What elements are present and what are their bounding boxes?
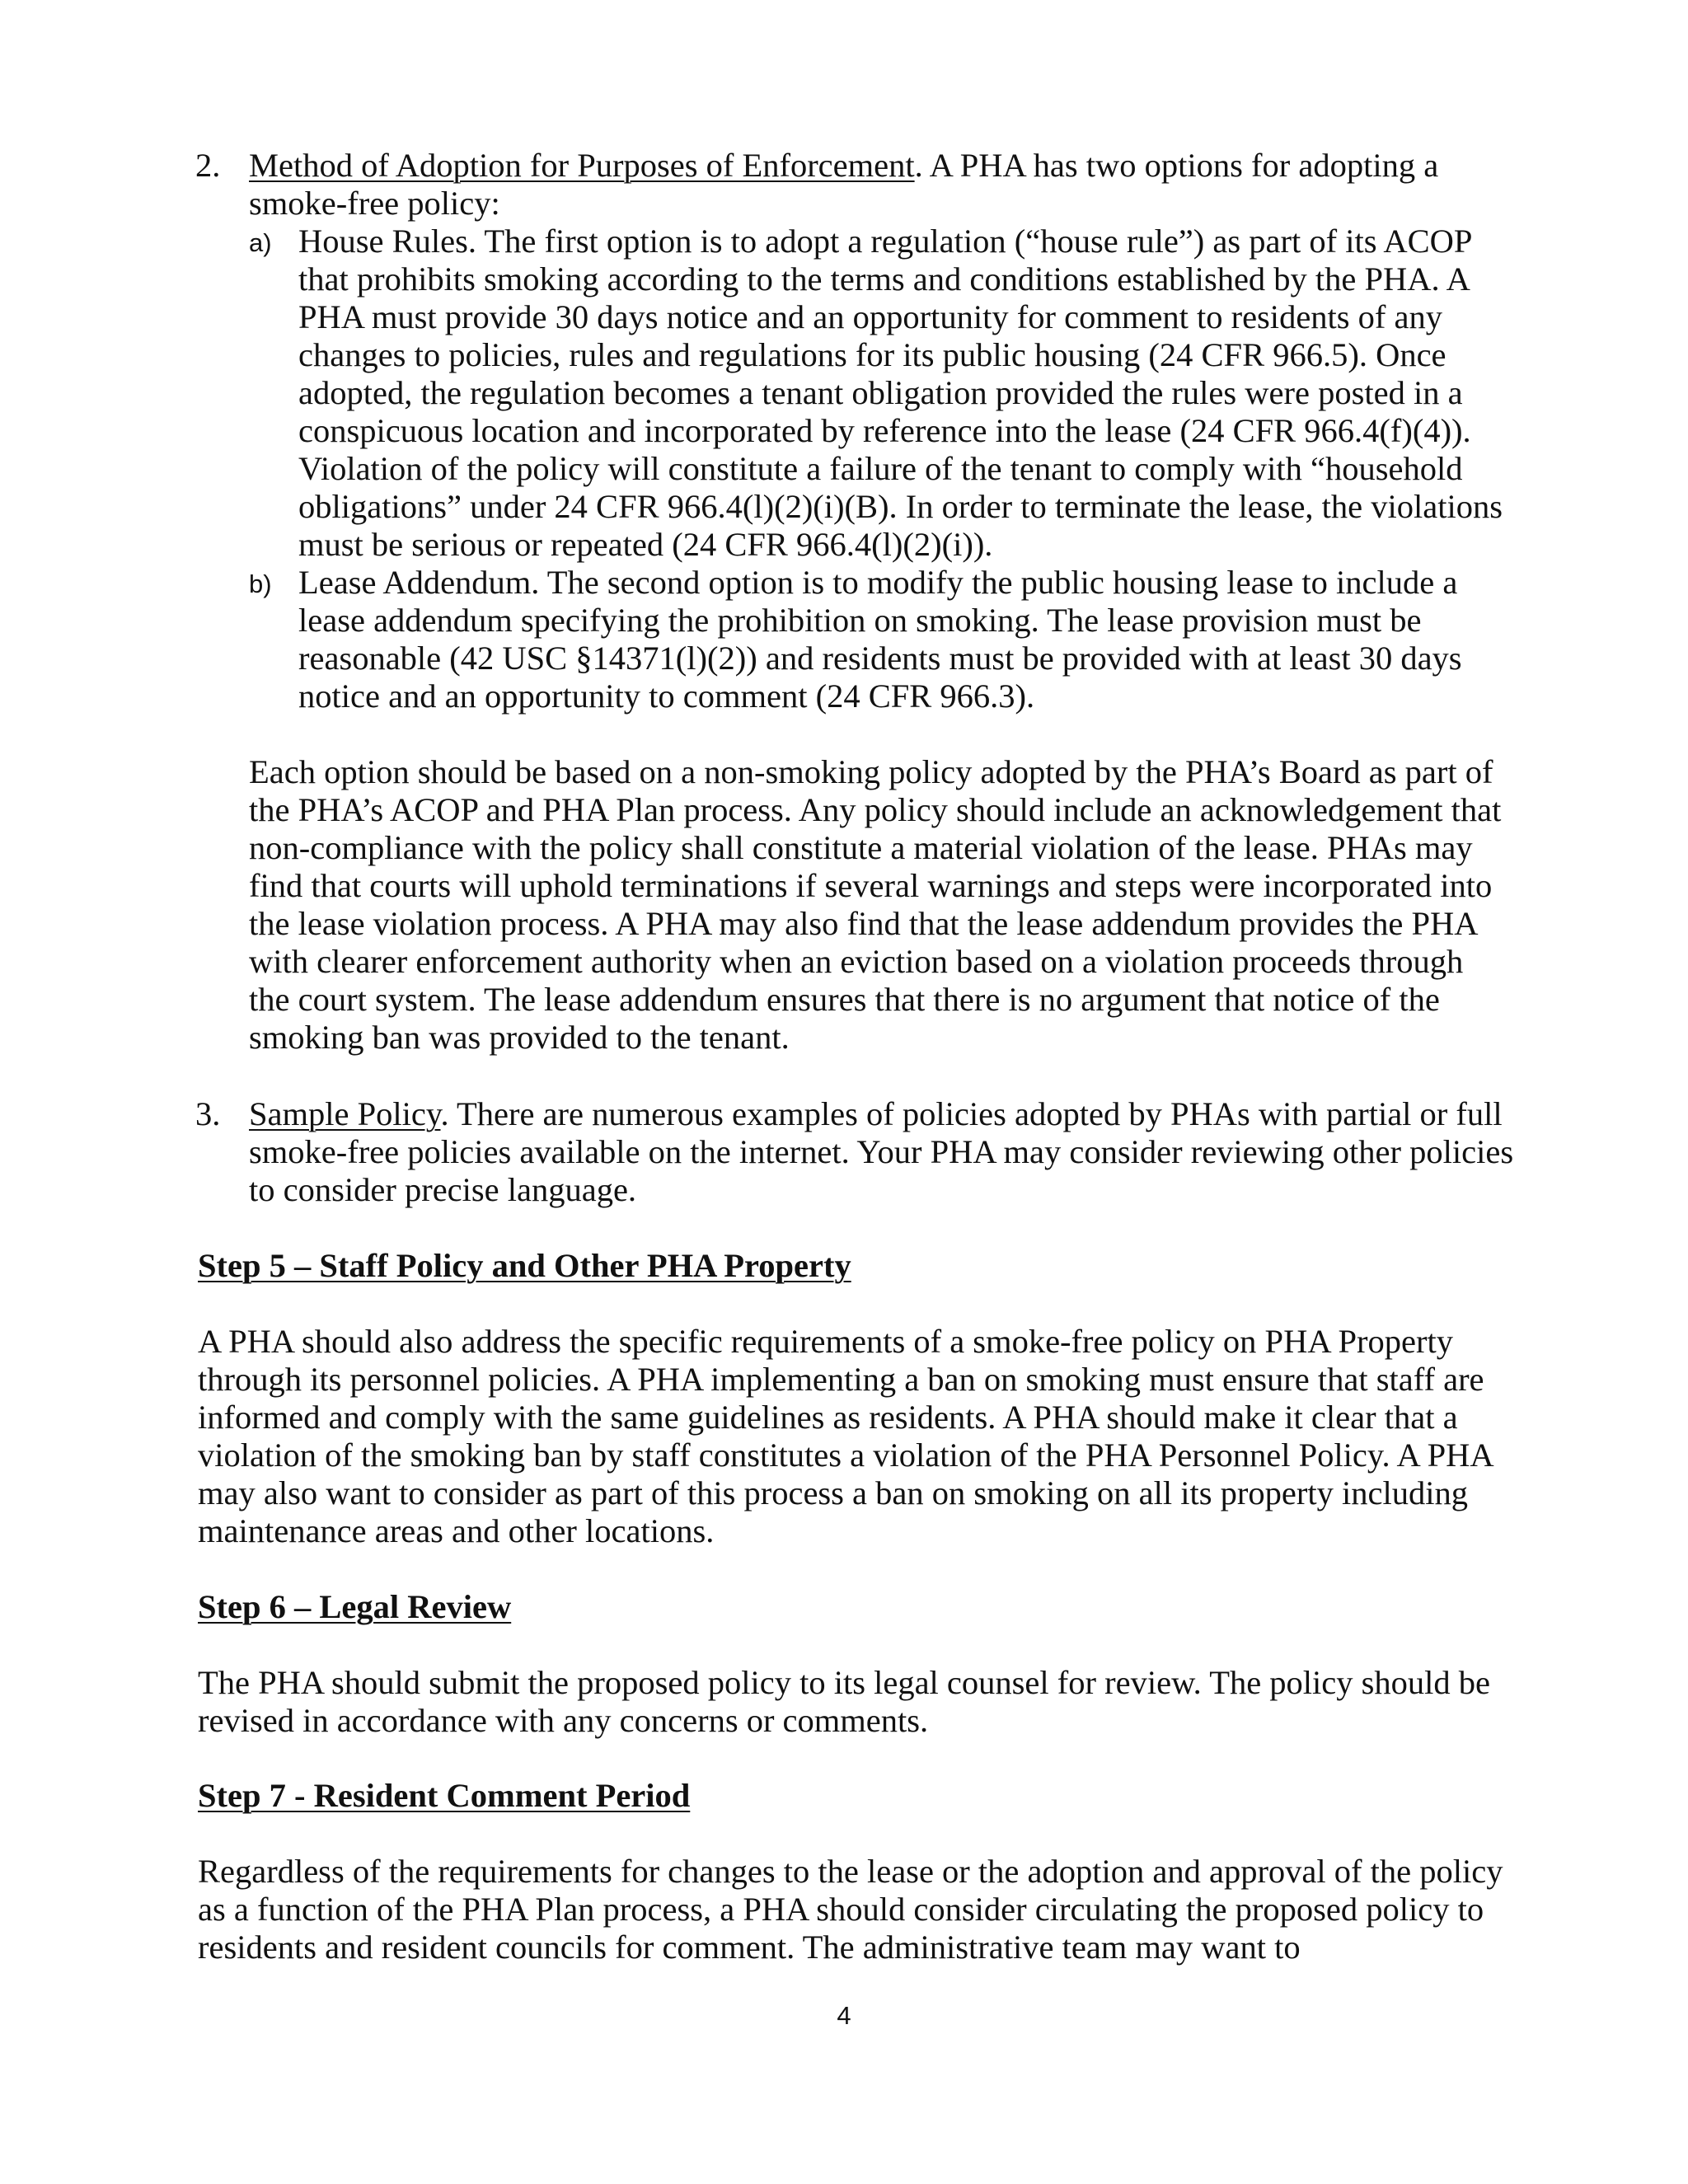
page-number: 4 — [837, 2001, 851, 2030]
step7-heading: Step 7 - Resident Comment Period — [198, 1777, 691, 1814]
step6-paragraph: The PHA should submit the proposed policy to its legal counsel for review. The policy should be revised in accordance with any concerns or comments. — [198, 1664, 1491, 1739]
list-item-body — [249, 1095, 1514, 1209]
sub-item-marker: b) — [249, 569, 272, 598]
list-item-title: Method of Adoption for Purposes of Enforcement — [249, 147, 915, 184]
list-item-method-of-adoption — [195, 147, 1514, 715]
sub-item-text: Lease Addendum. The second option is to modify the public housing lease to include a lease addendum specifying the prohibition on smoking. The lease provision must be reasonable (42 USC §14371(l)(2)) and residents must be provided with at least 30 days notice and an opportunity to comment (24 CFR 966.3). — [298, 564, 1462, 715]
list-number: 2. — [195, 147, 221, 184]
list-item-body — [249, 147, 1514, 223]
list-number: 3. — [195, 1095, 221, 1132]
step7-paragraph: Regardless of the requirements for changes to the lease or the adoption and approval of the policy as a function of the PHA Plan process, a PHA should consider circulating the proposed policy to residents and resident councils for comment. The administrative team may want to — [198, 1853, 1503, 1966]
step6-heading: Step 6 – Legal Review — [198, 1588, 512, 1625]
step5-heading: Step 5 – Staff Policy and Other PHA Property — [198, 1247, 851, 1284]
list-item-intro: . A PHA has two options for adopting a smoke-free policy: — [249, 147, 1439, 222]
sub-item-text: House Rules. The first option is to adopt a regulation (“house rule”) as part of its ACOP that prohibits smoking according to the terms and conditions established by the PHA. A PHA must provide 30 days notice and an opportunity for comment to residents of any changes to policies, rules and regulations for its public housing (24 CFR 966.5). Once adopted, the regulation becomes a tenant obligation provided the rules were posted in a conspicuous location and incorporated by reference into the lease (24 CFR 966.4(f)(4)). Violation of the policy will constitute a failure of the tenant to comply with “household obligations” under 24 CFR 966.4(l)(2)(i)(B). In order to terminate the lease, the violations must be serious or repeated (24 CFR 966.4(l)(2)(i)). — [298, 223, 1503, 563]
closing-paragraph: Each option should be based on a non-smoking policy adopted by the PHA’s Board as part of the PHA’s ACOP and PHA Plan process. Any policy should include an acknowledgement that non-compliance with the policy shall constitute a material violation of the lease. PHAs may find that courts will uphold terminations if several warnings and steps were incorporated into the lease violation process. A PHA may also find that the lease addendum provides the PHA with clearer enforcement authority when an eviction based on a violation proceeds through the court system. The lease addendum ensures that there is no argument that notice of the smoking ban was provided to the tenant. — [249, 753, 1502, 1056]
step5-paragraph: A PHA should also address the specific requirements of a smoke-free policy on PHA Property through its personnel policies. A PHA implementing a ban on smoking must ensure that staff are informed and comply with the same guidelines as residents. A PHA should make it clear that a violation of the smoking ban by staff constitutes a violation of the PHA Personnel Policy. A PHA may also want to consider as part of this process a ban on smoking on all its property including maintenance areas and other locations. — [198, 1323, 1493, 1549]
sub-item-lease-addendum — [249, 564, 1514, 715]
list-item-text: . There are numerous examples of policies adopted by PHAs with partial or full smoke-free policies available on the internet. Your PHA may consider reviewing other policies to consider precise language. — [249, 1095, 1514, 1208]
list-item-sample-policy — [195, 1095, 1514, 1209]
list-item-title: Sample Policy — [249, 1095, 441, 1132]
sub-item-marker: a) — [249, 228, 272, 257]
sub-item-house-rules — [249, 223, 1514, 564]
